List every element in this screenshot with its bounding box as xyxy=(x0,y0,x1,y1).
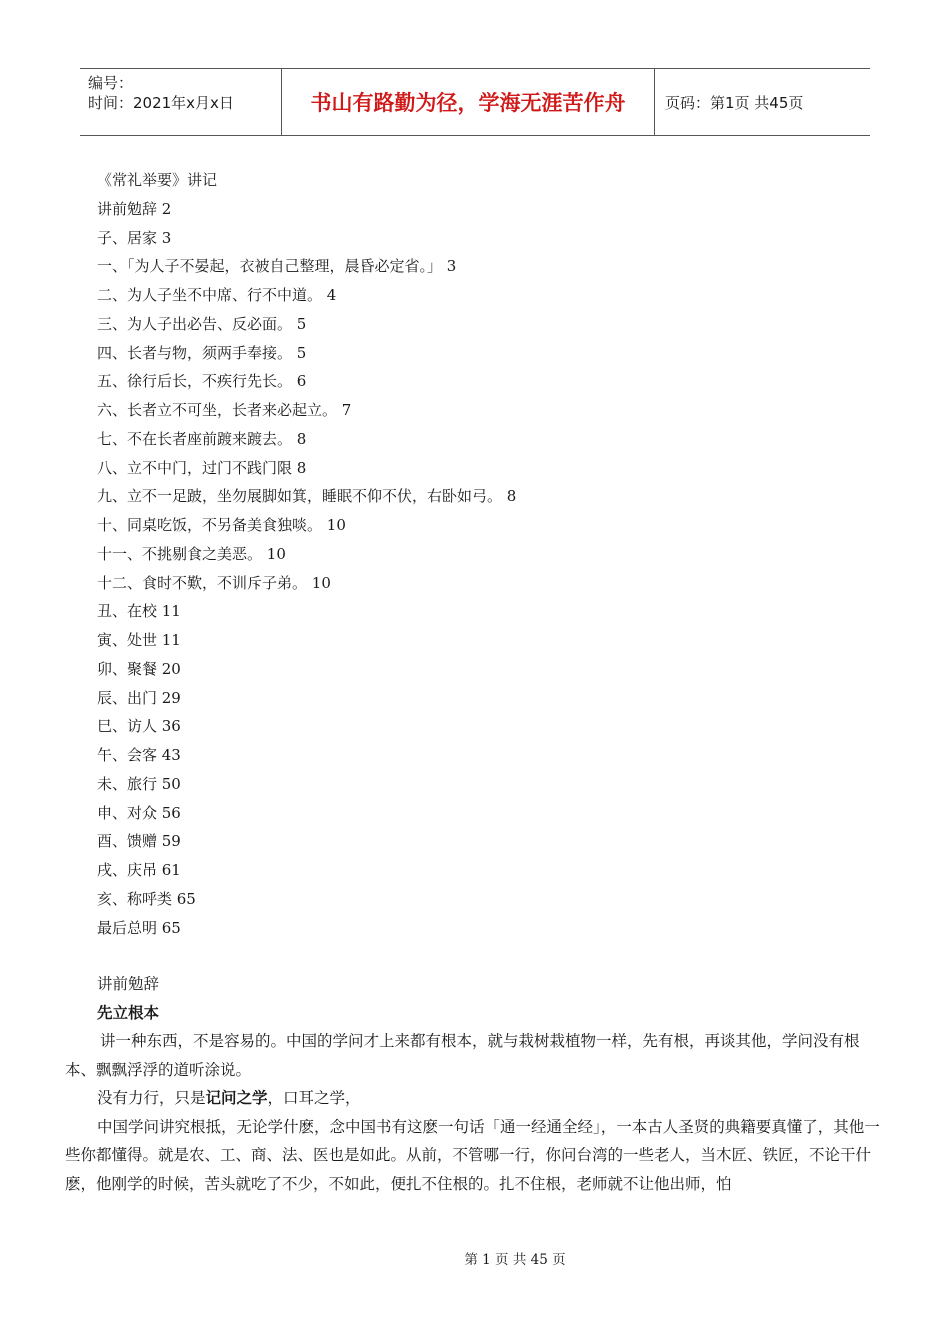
paragraph: 中国学问讲究根抵，无论学什麽，念中国书有这麽一句话「通一经通全经」，一本古人圣贤的典籍要真懂了，其他一些你都懂得。就是农、工、商、法、医也是如此。从前，不管哪一行，你问台湾的一些老人，当木匠、铁匠，不论干什麽，他刚学的时候，苦头就吃了不少，不如此，便扎不住根的。扎不住根，老师就不让他出师，怕 xyxy=(65,1117,880,1193)
page-footer: 第 1 页 共 45 页 xyxy=(464,1252,566,1268)
toc-entry[interactable]: 六、长者立不可坐，长者来必起立。 7 xyxy=(97,401,352,419)
toc-entry[interactable]: 亥、称呼类 65 xyxy=(97,889,196,908)
table-of-contents xyxy=(97,166,516,942)
toc-entry[interactable]: 四、长者与物，须两手奉接。 5 xyxy=(97,343,307,362)
paragraph-text: ，口耳之学， xyxy=(267,1089,361,1107)
toc-entry[interactable]: 十二、食时不歎，不训斥子弟。 10 xyxy=(97,573,331,592)
toc-entry[interactable]: 辰、出门 29 xyxy=(97,688,181,707)
body-text xyxy=(65,970,885,1198)
toc-entry[interactable]: 巳、访人 36 xyxy=(97,717,181,736)
toc-entry[interactable]: 八、立不中门，过门不践门限 8 xyxy=(97,458,307,477)
toc-entry[interactable]: 酉、馈赠 59 xyxy=(97,832,181,851)
toc-entry[interactable]: 寅、处世 11 xyxy=(97,631,181,649)
header-page-info: 页码：第1页 共45页 xyxy=(665,93,804,112)
paragraph: 讲一种东西，不是容易的。中国的学问才上来都有根本，就与栽树栽植物一样，先有根，再谈其他，学问没有根本、飘飘浮浮的道听涂说。 xyxy=(65,1032,860,1079)
paragraph xyxy=(65,1084,885,1113)
bold-phrase: 记问之学 xyxy=(205,1089,268,1107)
toc-entry[interactable]: 二、为人子坐不中席、行不中道。 4 xyxy=(97,286,337,304)
toc-entry[interactable]: 五、徐行后长，不疾行先长。 6 xyxy=(97,372,307,391)
section-subtitle: 先立根本 xyxy=(97,1003,160,1022)
header-meta xyxy=(80,69,282,135)
toc-entry[interactable]: 子、居家 3 xyxy=(97,228,172,247)
toc-entry[interactable]: 申、对众 56 xyxy=(97,803,181,822)
page-header xyxy=(80,68,870,136)
toc-entry[interactable]: 一、「为人子不晏起，衣被自己整理，晨昏必定省。」 3 xyxy=(97,257,457,276)
toc-entry[interactable]: 十、同桌吃饭，不另备美食独啖。 10 xyxy=(97,516,346,534)
toc-entry[interactable]: 讲前勉辞 2 xyxy=(97,199,172,218)
toc-entry[interactable]: 十一、不挑剔食之美恶。 10 xyxy=(97,544,286,563)
toc-entry[interactable]: 未、旅行 50 xyxy=(97,774,181,793)
number-label: 编号： xyxy=(88,74,134,92)
header-motto: 书山有路勤为径，学海无涯苦作舟 xyxy=(282,69,655,135)
time-label: 时间：2021年x月x日 xyxy=(88,94,234,112)
toc-entry[interactable]: 卯、聚餐 20 xyxy=(97,659,181,678)
toc-entry[interactable]: 三、为人子出必告、反必面。 5 xyxy=(97,314,307,333)
paragraph-text: 没有力行，只是 xyxy=(97,1089,206,1107)
toc-entry[interactable]: 九、立不一足跛，坐勿展脚如箕，睡眠不仰不伏，右卧如弓。 8 xyxy=(97,487,517,506)
section-title: 讲前勉辞 xyxy=(97,975,160,993)
toc-entry[interactable]: 丑、在校 11 xyxy=(97,602,181,621)
toc-entry[interactable]: 最后总明 65 xyxy=(97,918,181,937)
toc-entry[interactable]: 《常礼举要》讲记 xyxy=(97,171,218,189)
toc-entry[interactable]: 戌、庆吊 61 xyxy=(97,861,181,879)
toc-entry[interactable]: 午、会客 43 xyxy=(97,746,181,764)
toc-entry[interactable]: 七、不在长者座前踱来踱去。 8 xyxy=(97,429,307,448)
